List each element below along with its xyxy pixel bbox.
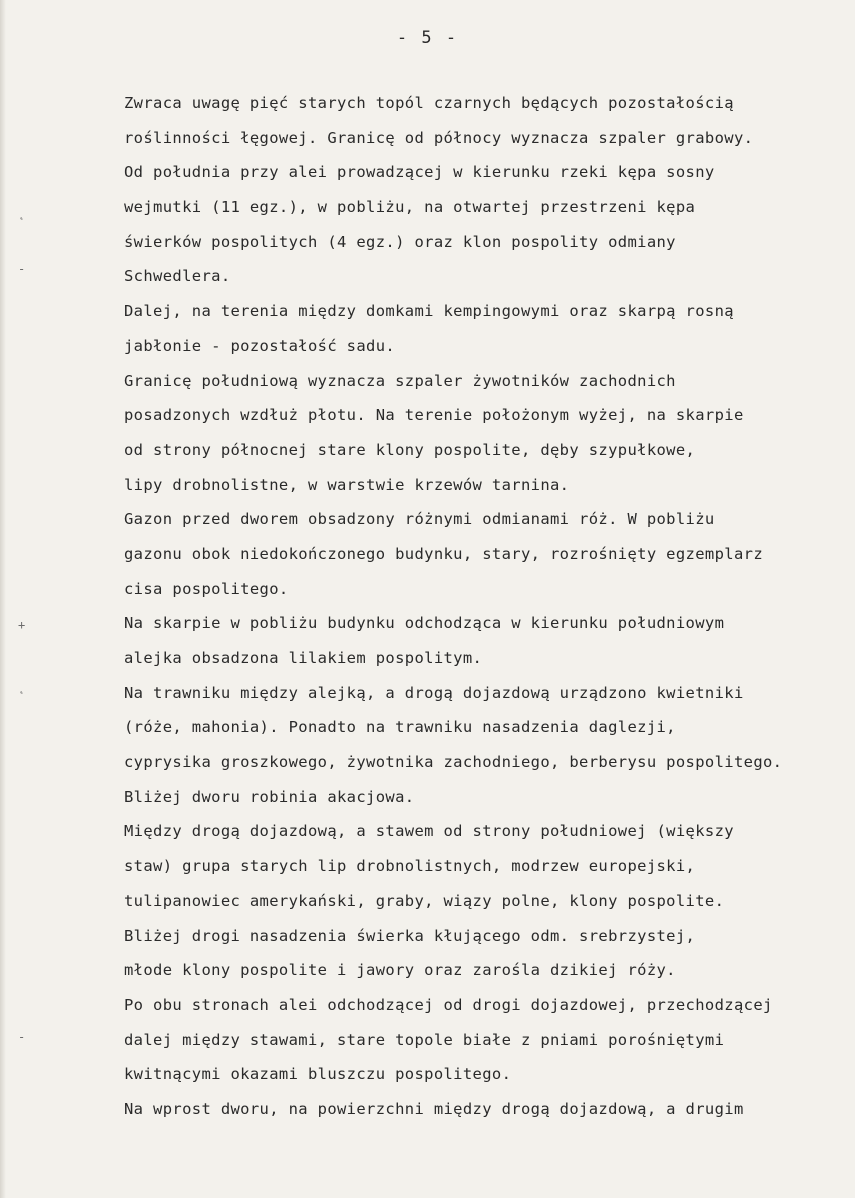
text-line: staw) grupa starych lip drobnolistnych, modrzew europejski, (124, 857, 696, 876)
margin-mark: ˛ (18, 680, 26, 694)
margin-mark: ˛ (18, 206, 26, 220)
text-line: cisa pospolitego. (124, 579, 289, 598)
page-edge-shadow (0, 0, 6, 1198)
margin-mark: + (18, 618, 26, 632)
text-line: Zwraca uwagę pięć starych topól czarnych będących pozostałością (124, 94, 734, 112)
text-line: posadzonych wzdłuż płotu. Na terenie położonym wyżej, na skarpie (124, 406, 744, 425)
text-line: Bliżej drogi nasadzenia świerka kłującego odm. srebrzystej, (124, 926, 696, 945)
text-line: cyprysika groszkowego, żywotnika zachodniego, berberysu pospolitego. (124, 753, 783, 772)
text-line: Granicę południową wyznacza szpaler żywotników zachodnich (124, 371, 676, 390)
text-line: alejka obsadzona lilakiem pospolitym. (124, 649, 483, 667)
text-line: Po obu stronach alei odchodzącej od drogi dojazdowej, przechodzącej (124, 995, 773, 1014)
page-number: - 5 - (396, 28, 459, 48)
text-line: świerków pospolitych (4 egz.) oraz klon pospolity odmiany (124, 232, 676, 251)
text-line: Od południa przy alei prowadzącej w kierunku rzeki kępa sosny (124, 163, 715, 182)
text-line: Gazon przed dworem obsadzony różnymi odmianami róż. W pobliżu (124, 510, 715, 529)
text-line: kwitnącymi okazami bluszczu pospolitego. (124, 1065, 512, 1084)
text-line: Schwedlera. (124, 267, 231, 286)
text-line: od strony północnej stare klony pospolite, dęby szypułkowe, (124, 440, 696, 459)
text-line: dalej między stawami, stare topole białe z pniami porośniętymi (124, 1030, 725, 1049)
text-line: tulipanowiec amerykański, graby, wiązy polne, klony pospolite. (124, 891, 725, 910)
text-line: (róże, mahonia). Ponadto na trawniku nasadzenia daglezji, (124, 718, 676, 737)
body-text (124, 86, 844, 1127)
text-line: Między drogą dojazdową, a stawem od strony południowej (większy (124, 822, 734, 841)
text-line: młode klony pospolite i jawory oraz zarośla dzikiej róży. (124, 961, 676, 980)
margin-mark: - (18, 1030, 26, 1044)
text-line: Bliżej dworu robinia akacjowa. (124, 787, 415, 806)
text-line: Na trawniku między alejką, a drogą dojazdową urządzono kwietniki (124, 683, 744, 702)
text-line: jabłonie - pozostałość sadu. (124, 336, 396, 355)
margin-mark: - (18, 262, 26, 276)
text-line: Na skarpie w pobliżu budynku odchodząca w kierunku południowym (124, 614, 725, 633)
text-line: wejmutki (11 egz.), w pobliżu, na otwartej przestrzeni kępa (124, 198, 696, 217)
text-line: Dalej, na terenia między domkami kempingowymi oraz skarpą rosną (124, 302, 734, 321)
text-line: lipy drobnolistne, w warstwie krzewów tarnina. (124, 475, 570, 494)
text-line: gazonu obok niedokończonego budynku, stary, rozrośnięty egzemplarz (124, 544, 763, 563)
text-line: roślinności łęgowej. Granicę od północy wyznacza szpaler grabowy. (124, 128, 754, 147)
text-line: Na wprost dworu, na powierzchni między drogą dojazdową, a drugim (124, 1099, 744, 1118)
